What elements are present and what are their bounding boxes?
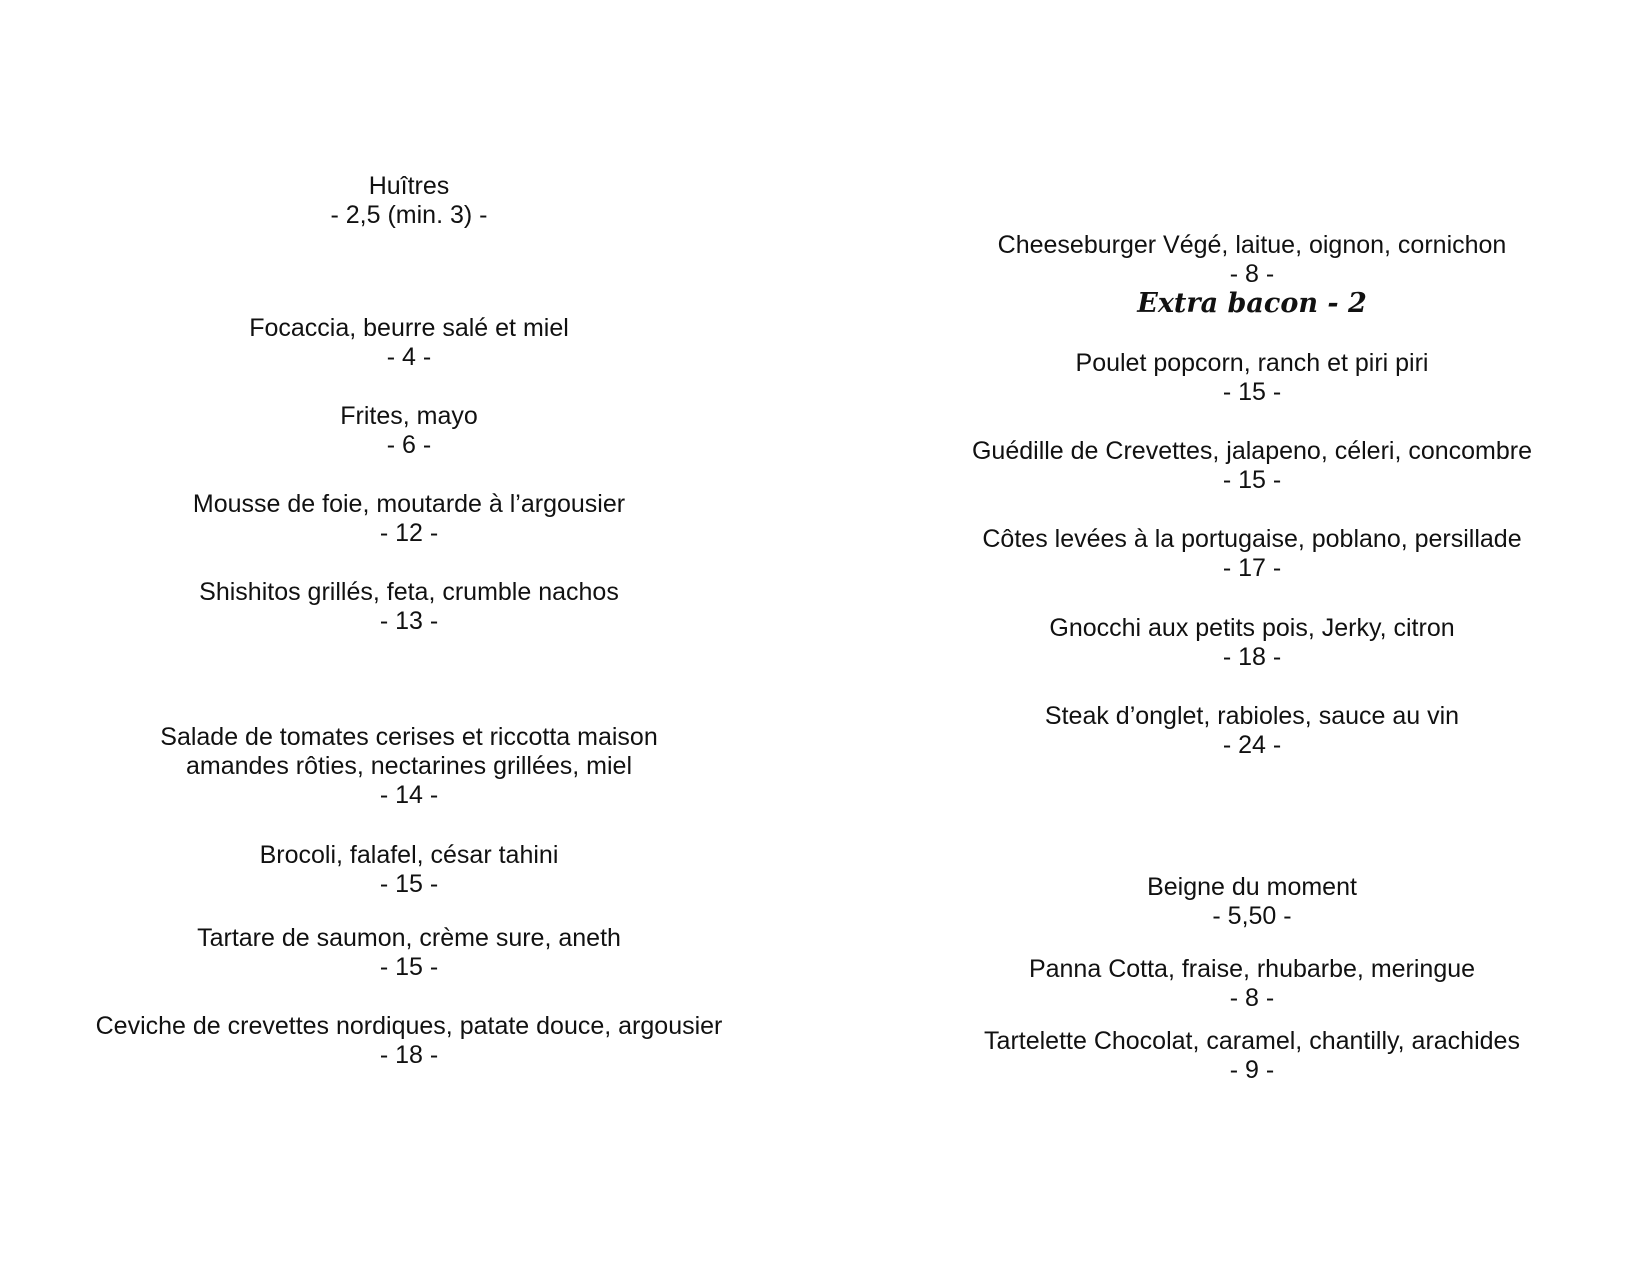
dessert-item-beigne: [1147, 873, 1357, 931]
menu-item-cotes-levees: [982, 525, 1521, 583]
item-price: - 5,50 -: [1212, 902, 1292, 930]
item-price: - 8 -: [1229, 984, 1275, 1012]
item-price: - 14 -: [379, 781, 439, 809]
item-price: - 18 -: [379, 1041, 439, 1069]
item-name: Ceviche de crevettes nordiques, patate douce, argousier: [95, 1012, 723, 1040]
item-name: Focaccia, beurre salé et miel: [249, 314, 569, 342]
menu-item-steak-onglet: [1045, 702, 1459, 760]
extra-bacon: Extra bacon - 2: [1137, 288, 1367, 319]
item-price: - 15 -: [1222, 466, 1282, 494]
item-name: Shishitos grillés, feta, crumble nachos: [199, 578, 619, 606]
item-name: Beigne du moment: [1147, 873, 1357, 901]
menu-item-huitres: [331, 172, 488, 230]
item-name: Panna Cotta, fraise, rhubarbe, meringue: [1028, 955, 1476, 983]
menu-item-mousse-de-foie: [193, 490, 625, 548]
menu-item-gnocchi: [1049, 614, 1454, 672]
item-name: Brocoli, falafel, césar tahini: [259, 841, 559, 869]
menu-item-ceviche: [96, 1012, 723, 1070]
item-name: Huîtres: [368, 172, 450, 200]
dessert-item-tartelette: [984, 1027, 1520, 1085]
item-price: - 9 -: [1229, 1056, 1275, 1084]
item-name: Tartare de saumon, crème sure, aneth: [197, 924, 621, 952]
item-name: Guédille de Crevettes, jalapeno, céleri, concombre: [971, 437, 1533, 465]
item-name: Cheeseburger Végé, laitue, oignon, cornichon: [997, 231, 1507, 259]
menu-item-cheeseburger-vege: [998, 231, 1507, 289]
item-price: - 8 -: [1229, 260, 1275, 288]
item-price: - 17 -: [1222, 554, 1282, 582]
item-name: Côtes levées à la portugaise, poblano, persillade: [982, 525, 1522, 553]
item-price: - 4 -: [386, 343, 432, 371]
item-price: - 15 -: [379, 953, 439, 981]
item-price: - 2,5 (min. 3) -: [330, 201, 488, 229]
dessert-item-panna-cotta: [1029, 955, 1475, 1013]
item-price: - 24 -: [1222, 731, 1282, 759]
item-name: Mousse de foie, moutarde à l’argousier: [192, 490, 626, 518]
item-name: Gnocchi aux petits pois, Jerky, citron: [1049, 614, 1455, 642]
item-price: - 13 -: [379, 607, 439, 635]
item-price: - 18 -: [1222, 643, 1282, 671]
menu-item-guedille-crevettes: [972, 437, 1532, 495]
item-name: Salade de tomates cerises et riccotta maison: [160, 723, 658, 751]
item-name: Tartelette Chocolat, caramel, chantilly, arachides: [984, 1027, 1520, 1055]
item-name: Steak d’onglet, rabioles, sauce au vin: [1044, 702, 1460, 730]
menu-item-frites: [340, 402, 478, 460]
menu-item-shishitos: [199, 578, 619, 636]
item-price: - 15 -: [1222, 378, 1282, 406]
item-price: - 15 -: [379, 870, 439, 898]
menu-item-tartare-saumon: [197, 924, 621, 982]
item-price: - 12 -: [379, 519, 439, 547]
menu-item-brocoli: [260, 841, 559, 899]
menu-item-salade-tomates: [160, 723, 657, 810]
item-description: amandes rôties, nectarines grillées, miel: [185, 752, 633, 780]
menu-item-focaccia: [249, 314, 569, 372]
menu-item-poulet-popcorn: [1076, 349, 1429, 407]
item-price: - 6 -: [386, 431, 432, 459]
item-name: Poulet popcorn, ranch et piri piri: [1075, 349, 1429, 377]
item-name: Frites, mayo: [340, 402, 478, 430]
